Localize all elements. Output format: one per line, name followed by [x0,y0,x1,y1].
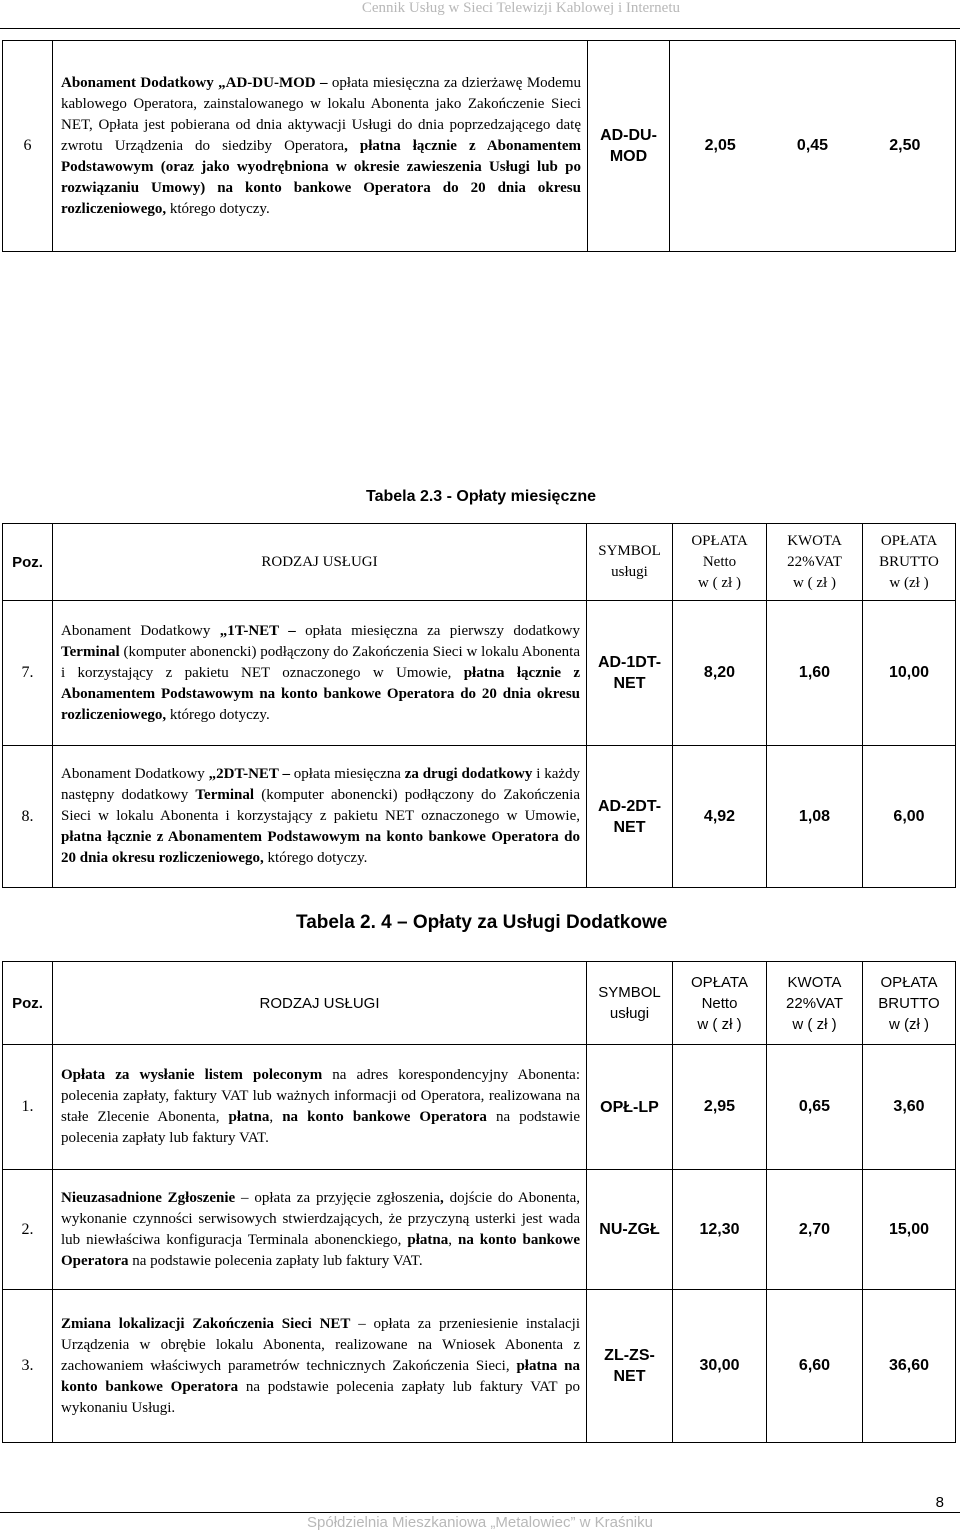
desc-segment: Abonament Dodatkowy [61,622,220,639]
row-desc [53,1290,587,1443]
desc-segment: Zmiana lokalizacji Zakończenia Sieci NET [61,1315,351,1332]
desc-segment: płatna łącznie z Abonamentem Podstawowym na konto bankowe Operatora do 20 dnia okresu rozliczeniowego, [61,664,580,723]
col-netto: OPŁATA Netto w ( zł ) [673,962,767,1045]
desc-segment: na podstawie polecenia zapłaty lub faktury VAT. [61,1109,580,1146]
row-desc [53,1170,587,1290]
row-poz: 7. [3,601,53,746]
desc-segment: którego dotyczy. [263,850,368,866]
row-desc [53,746,587,888]
row-poz: 8. [3,746,53,888]
row-brutto: 10,00 [863,601,956,746]
row-symbol: NU-ZGŁ [587,1170,673,1290]
header-title: Cennik Usług w Sieci Telewizji Kablowej i Internetu [361,0,680,16]
col-symbol: SYMBOL usługi [587,962,673,1045]
desc-segment: Terminal [195,787,255,803]
col-poz: Poz. [3,524,53,601]
desc-segment: (komputer abonencki) podłączony do Zakończenia Sieci w lokalu Abonenta i korzystający z pakietu NET oznaczonego w Umowie, [61,787,580,824]
table-row [3,1290,956,1443]
row-poz: 3. [3,1290,53,1443]
row-vat: 1,08 [767,746,863,888]
row-vat: 0,65 [767,1045,863,1170]
desc-segment: i każdy następny dodatkowy [61,766,581,803]
desc-segment: – opłata za przeniesienie instalacji Urządzenia w obrębie lokalu Abonenta, realizowane na Wniosek Abonenta z zachowaniem właściwych parametrów technicznych Zakończenia Sieci, [61,1315,580,1374]
desc-segment: za drugi dodatkowy [404,766,533,782]
table-row [3,41,956,252]
desc-segment: opłata miesięczna za pierwszy dodatkowy [305,622,580,639]
table-row [3,1045,956,1170]
row-poz: 2. [3,1170,53,1290]
row-vat: 2,70 [767,1170,863,1290]
desc-segment: płatna łącznie z Abonamentem Podstawowym na konto bankowe Operatora do 20 dnia okresu rozliczeniowego, [61,829,580,866]
desc-segment: na konto bankowe Operatora [282,1109,487,1125]
desc-segment: Abonament Dodatkowy [61,74,219,91]
desc-segment: na adres korespondencyjny Abonenta: polecenia zapłaty, faktury VAT lub ważnych informacji od Operatora, realizowana na stałe Zlecenie Abonenta, [61,1067,580,1125]
desc-segment: , [440,1189,444,1206]
row-netto: 30,00 [673,1290,767,1443]
row-vat: 1,60 [767,601,863,746]
desc-segment: na podstawie polecenia zapłaty lub faktury VAT po wykonaniu Usługi. [61,1378,580,1416]
desc-segment: Opłata za wysłanie listem poleconym [61,1067,323,1083]
col-rodzaj: RODZAJ USŁUGI [53,962,587,1045]
row-netto: 2,95 [673,1045,767,1170]
row-brutto: 6,00 [863,746,956,888]
desc-segment: opłata miesięczna [293,766,405,782]
row-symbol: AD-1DT- NET [587,601,673,746]
table-2-4-caption: Tabela 2. 4 – Opłaty za Usługi Dodatkowe [296,912,668,933]
col-rodzaj: RODZAJ USŁUGI [53,524,587,601]
row-netto: 8,20 [673,601,767,746]
table-2-3 [2,523,956,888]
table-row [3,1170,956,1290]
desc-segment: dojście do Abonenta, wykonanie czynności serwisowych stwierdzających, że przyczyną usterki jest wada lub niewłaściwa konfiguracja Terminala abonenckiego, [61,1189,581,1248]
table-header-row [3,524,956,601]
row-brutto: 3,60 [863,1045,956,1170]
col-netto: OPŁATA Netto w ( zł ) [673,524,767,601]
page-footer: Spółdzielnia Mieszkaniowa „Metalowiec” w Kraśniku [307,1514,653,1531]
row-poz: 1. [3,1045,53,1170]
desc-segment: Nieuzasadnione Zgłoszenie [61,1189,236,1206]
row-netto: 4,92 [673,746,767,888]
row-symbol: ZL-ZS- NET [587,1290,673,1443]
row-symbol: AD-2DT- NET [587,746,673,888]
table-2-3-caption: Tabela 2.3 - Opłaty miesięczne [366,488,597,505]
col-poz: Poz. [3,962,53,1045]
desc-segment: opłata miesięczna za dzierżawę Modemu kablowego Operatora, zainstalowanego w lokalu Abonenta jako Zakończenie Sieci NET, Opłata jest pobierana od dnia aktywacji Usługi do dnia poprzedzającego datę zwrotu Urządzenia do siedziby Operatora [61,74,582,154]
row-brutto: 15,00 [863,1170,956,1290]
page-number: 8 [935,1494,944,1511]
row-symbol: AD-DU- MOD [588,41,670,252]
row-desc [53,1045,587,1170]
footer-divider [0,1512,960,1513]
desc-segment: „1T-NET – [219,622,306,639]
table-row [3,601,956,746]
desc-segment: , [269,1109,283,1125]
desc-segment: „AD-DU-MOD – [218,74,332,91]
col-vat: KWOTA 22%VAT w ( zł ) [767,524,863,601]
row-vat: 6,60 [767,1290,863,1443]
table-header-row [3,962,956,1045]
desc-segment: płatna na konto bankowe Operatora [61,1357,580,1395]
row-amounts [670,41,956,252]
desc-segment: Terminal [61,643,120,660]
desc-segment: płatna [407,1231,449,1248]
row-vat: 0,45 [796,137,829,154]
desc-segment: „2DT-NET – [208,766,294,782]
desc-segment: którego dotyczy. [166,200,270,217]
row-netto: 12,30 [673,1170,767,1290]
row-desc [53,601,587,746]
row-symbol: OPŁ-LP [587,1045,673,1170]
desc-segment: , [448,1231,458,1248]
table-2-4 [2,961,956,1443]
desc-segment: na podstawie polecenia zapłaty lub faktury VAT. [128,1252,423,1269]
desc-segment: płatna [228,1109,270,1125]
desc-segment: – opłata za przyjęcie zgłoszenia [235,1189,441,1206]
desc-segment: którego dotyczy. [166,706,270,723]
col-brutto: OPŁATA BRUTTO w (zł ) [863,524,956,601]
col-symbol: SYMBOL usługi [587,524,673,601]
row-brutto: 2,50 [889,137,921,154]
row-brutto: 36,60 [863,1290,956,1443]
desc-segment: Abonament Dodatkowy [61,766,209,782]
page-header [0,0,960,29]
desc-segment: (komputer abonencki) podłączony do Zakończenia Sieci w lokalu Abonenta i korzystający z pakietu NET oznaczonego w Umowie, [61,643,580,681]
row-poz: 6 [3,41,53,252]
col-vat: KWOTA 22%VAT w ( zł ) [767,962,863,1045]
row-netto: 2,05 [704,137,736,154]
row-desc [53,41,588,252]
table-row-6 [2,40,956,252]
desc-segment: na konto bankowe Operatora [61,1231,580,1269]
col-brutto: OPŁATA BRUTTO w (zł ) [863,962,956,1045]
desc-segment: , płatna łącznie z Abonamentem Podstawowym (oraz jako wyodrębniona w okresie zawieszenia Usługi lub po rozwiązaniu Umowy) na konto bankowe Operatora do 20 dnia okresu rozliczeniowego, [61,137,581,217]
table-row [3,746,956,888]
